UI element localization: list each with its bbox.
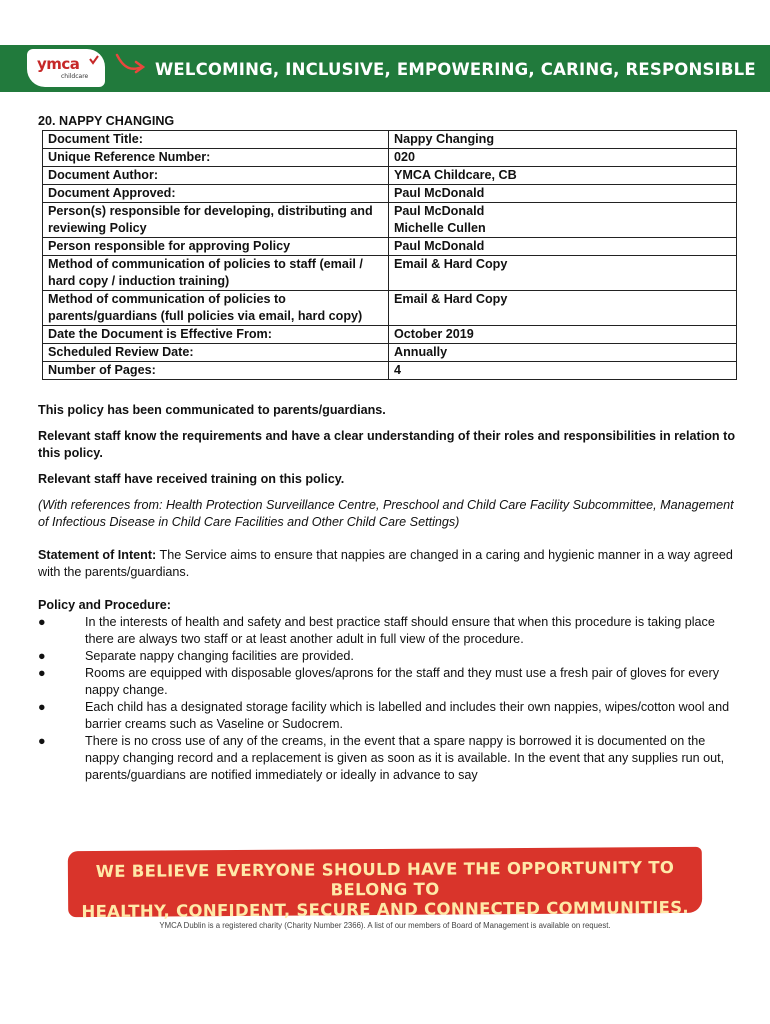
charity-note: YMCA Dublin is a registered charity (Charity Number 2366). A list of our members of Board of Management is available on request. — [159, 921, 611, 930]
bullet-icon: ● — [38, 666, 46, 680]
info-row — [43, 203, 737, 238]
policy-item-text: Each child has a designated storage facility which is labelled and includes their own nappies, wipes/cotton wool and barrier creams such as Vaseline or Sudocrem. — [85, 700, 730, 731]
info-row — [43, 131, 737, 149]
top-margin — [0, 0, 770, 45]
policy-item — [38, 733, 738, 784]
policy-item — [38, 614, 738, 648]
info-value: Paul McDonald — [389, 238, 737, 256]
ymca-logo — [27, 49, 105, 87]
policy-item-text: In the interests of health and safety and best practice staff should ensure that when this procedure is taking place there are always two staff or at least another adult in full view of the procedure. — [85, 615, 715, 646]
swoosh-arrow-icon — [114, 51, 148, 77]
info-key: Document Approved: — [43, 185, 389, 203]
banner-slogan: WELCOMING, INCLUSIVE, EMPOWERING, CARING, RESPONSIBLE — [155, 60, 756, 79]
info-key: Unique Reference Number: — [43, 149, 389, 167]
intent-text: The Service aims to ensure that nappies are changed in a caring and hygienic manner in a way agreed with the parents/guardians. — [38, 548, 733, 579]
info-value: Nappy Changing — [389, 131, 737, 149]
info-key: Person responsible for approving Policy — [43, 238, 389, 256]
info-key: Method of communication of policies to parents/guardians (full policies via email, hard copy) — [43, 291, 389, 326]
policy-heading: Policy and Procedure: — [38, 598, 171, 612]
info-row — [43, 185, 737, 203]
document-body — [38, 113, 738, 784]
logo-text: ymca — [37, 55, 80, 73]
header-banner — [0, 45, 770, 92]
policy-item-text: Separate nappy changing facilities are provided. — [85, 649, 354, 663]
policy-list — [38, 614, 738, 784]
info-key: Document Title: — [43, 131, 389, 149]
info-value: October 2019 — [389, 326, 737, 344]
info-row — [43, 362, 737, 380]
footer-line-1: WE BELIEVE EVERYONE SHOULD HAVE THE OPPORTUNITY TO BELONG TO — [95, 857, 675, 900]
info-key: Person(s) responsible for developing, distributing and reviewing Policy — [43, 203, 389, 238]
staff-know-statement: Relevant staff know the requirements and have a clear understanding of their roles and responsibilities in relation to this policy. — [38, 429, 736, 460]
policy-item-text: Rooms are equipped with disposable gloves/aprons for the staff and they must use a fresh pair of gloves for every nappy change. — [85, 666, 720, 697]
info-value: Annually — [389, 344, 737, 362]
info-key: Method of communication of policies to staff (email / hard copy / induction training) — [43, 256, 389, 291]
policy-item — [38, 648, 738, 665]
bullet-icon: ● — [38, 700, 46, 714]
section-title: 20. NAPPY CHANGING — [38, 114, 175, 128]
bullet-icon: ● — [38, 649, 46, 663]
info-value: Email & Hard Copy — [389, 256, 737, 291]
document-info-table — [42, 130, 737, 380]
footer-slogan — [68, 858, 702, 922]
staff-trained-statement: Relevant staff have received training on this policy. — [38, 472, 345, 486]
info-row — [43, 344, 737, 362]
policy-item-text: There is no cross use of any of the creams, in the event that a spare nappy is borrowed it is documented on the nappy changing record and a replacement is given as soon as it is available. In the event that any supplies run out, parents/guardians are notified immediately or ideally in advance to say — [85, 734, 725, 782]
logo-check-icon — [89, 55, 99, 65]
info-key: Scheduled Review Date: — [43, 344, 389, 362]
info-key: Document Author: — [43, 167, 389, 185]
info-value: Paul McDonald — [389, 185, 737, 203]
statement-of-intent — [38, 547, 738, 581]
references-note: (With references from: Health Protection Surveillance Centre, Preschool and Child Care Facility Subcommittee, Management of Infectious Disease in Child Care Facilities and Other Child Care Settings) — [38, 498, 734, 529]
policy-item — [38, 665, 738, 699]
info-row — [43, 167, 737, 185]
info-value: 4 — [389, 362, 737, 380]
info-key: Number of Pages: — [43, 362, 389, 380]
footer-line-2: HEALTHY, CONFIDENT, SECURE AND CONNECTED COMMUNITIES. — [81, 897, 690, 922]
intent-label: Statement of Intent: — [38, 548, 157, 562]
info-value: 020 — [389, 149, 737, 167]
logo-subtext: childcare — [61, 73, 89, 80]
info-row — [43, 291, 737, 326]
info-value: Paul McDonald Michelle Cullen — [389, 203, 737, 238]
communicated-statement: This policy has been communicated to parents/guardians. — [38, 403, 386, 417]
info-key: Date the Document is Effective From: — [43, 326, 389, 344]
info-value: YMCA Childcare, CB — [389, 167, 737, 185]
info-row — [43, 256, 737, 291]
info-value: Email & Hard Copy — [389, 291, 737, 326]
info-row — [43, 149, 737, 167]
bullet-icon: ● — [38, 734, 46, 748]
info-row — [43, 326, 737, 344]
footer-banner — [68, 847, 702, 922]
bullet-icon: ● — [38, 615, 46, 629]
policy-item — [38, 699, 738, 733]
info-row — [43, 238, 737, 256]
